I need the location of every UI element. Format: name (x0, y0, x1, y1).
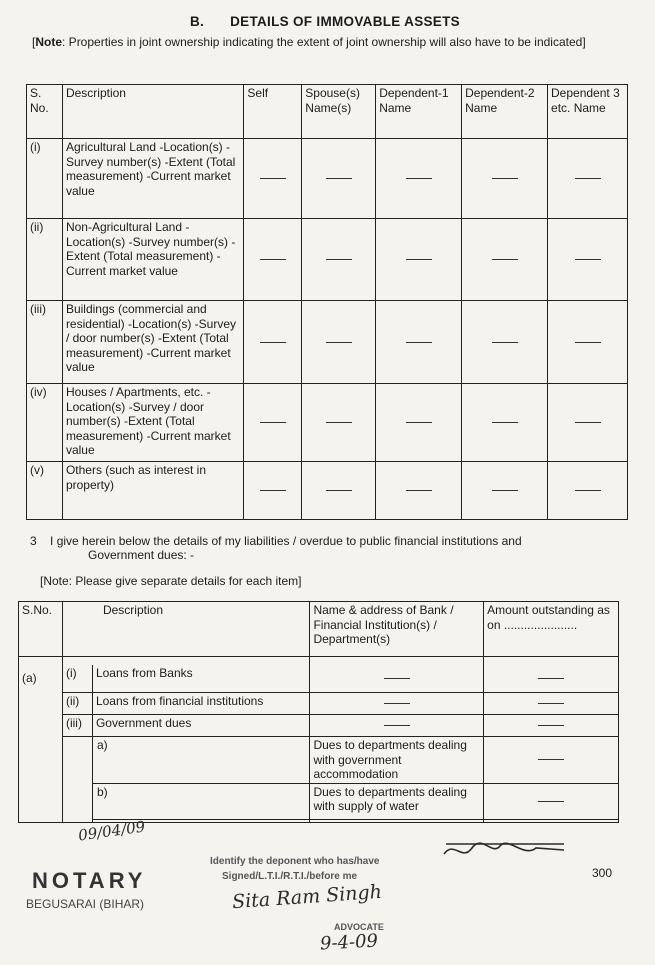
note-label: Note (35, 35, 63, 49)
dash-mark (244, 301, 302, 384)
dash-mark (376, 462, 462, 520)
item-description: Government dues (92, 715, 310, 737)
notary-stamp: NOTARY (32, 868, 147, 893)
dash-mark (462, 462, 548, 520)
header-sno: S. No. (27, 85, 63, 139)
row-sno: (i) (27, 139, 63, 219)
section-letter: B. (190, 14, 205, 29)
dash-mark (548, 384, 628, 462)
dash-mark (548, 462, 628, 520)
advocate-label: ADVOCATE (334, 922, 384, 932)
dash-mark (484, 783, 619, 819)
header-description: Description (62, 85, 243, 139)
dash-mark (484, 737, 619, 784)
due-sub: a) (96, 738, 108, 752)
header-spouse: Spouse(s) Name(s) (302, 85, 376, 139)
section-title: DETAILS OF IMMOVABLE ASSETS (230, 14, 460, 29)
signed-text: Signed/L.T.I./R.T.I./before me (222, 871, 358, 882)
notary-initials: 09/04/09 (77, 817, 147, 845)
dash-mark (484, 715, 619, 737)
liabilities-text-2: Government dues: - (88, 548, 195, 562)
header-self: Self (244, 85, 302, 139)
liabilities-number: 3 (30, 534, 37, 548)
dash-mark (244, 384, 302, 462)
dash-mark (462, 301, 548, 384)
row-description: Agricultural Land -Location(s) -Survey number(s) -Extent (Total measurement) -Current market value (62, 139, 243, 219)
due-description: Dues to departments dealing with supply of water (310, 783, 484, 819)
dash-mark (484, 665, 619, 693)
dash-mark (376, 139, 462, 219)
dash-mark (462, 139, 548, 219)
item-description: Loans from Banks (92, 665, 310, 693)
table-row (19, 715, 619, 737)
section-heading (190, 14, 460, 29)
dash-mark (548, 139, 628, 219)
note-text: : Properties in joint ownership indicating the extent of joint ownership will also have to be indicated] (62, 35, 586, 49)
dash-mark (310, 715, 484, 737)
row-sno: (iii) (27, 301, 63, 384)
dash-mark (548, 301, 628, 384)
dash-mark (244, 462, 302, 520)
liabilities-table (18, 601, 619, 823)
table-row (27, 301, 628, 384)
dash-mark (484, 693, 619, 715)
table-row (27, 139, 628, 219)
row-description: Non-Agricultural Land -Location(s) -Survey number(s) -Extent (Total measurement) -Current market value (62, 219, 243, 301)
dash-mark (310, 693, 484, 715)
dash-mark (244, 139, 302, 219)
header-dependent-3: Dependent 3 etc. Name (548, 85, 628, 139)
liabilities-intro (30, 534, 522, 549)
dash-mark (302, 219, 376, 301)
dash-mark (302, 139, 376, 219)
header-sno: S.No. (19, 602, 63, 657)
table-header-row (27, 85, 628, 139)
joint-ownership-note: [Note: Properties in joint ownership indicating the extent of joint ownership will also have to be indicated] (32, 35, 586, 49)
page-number: 300 (592, 866, 613, 880)
dash-mark (376, 219, 462, 301)
row-description: Buildings (commercial and residential) -Location(s) -Survey / door number(s) -Extent (Total measurement) -Current market value (62, 301, 243, 384)
dash-mark (302, 384, 376, 462)
dash-mark (302, 462, 376, 520)
due-row (92, 737, 310, 784)
header-dependent-1: Dependent-1 Name (376, 85, 462, 139)
item-sub: (iii) (62, 715, 92, 737)
row-description: Others (such as interest in property) (62, 462, 243, 520)
dash-mark (462, 219, 548, 301)
table-row (19, 737, 619, 784)
immovable-assets-table (26, 84, 628, 520)
table-header-row (19, 602, 619, 657)
signature-date: 9-4-09 (319, 930, 379, 955)
table-row (19, 665, 619, 693)
header-dependent-2: Dependent-2 Name (462, 85, 548, 139)
dash-mark (462, 384, 548, 462)
due-description: Dues to departments dealing with government accommodation (310, 737, 484, 784)
dash-mark (310, 665, 484, 693)
header-description: Description (62, 602, 309, 657)
deponent-signature: Sita Ram Singh (231, 880, 383, 914)
dash-mark (376, 301, 462, 384)
identify-text: Identify the deponent who has/have (210, 856, 380, 867)
table-row (19, 693, 619, 715)
group-label: (a) (19, 657, 63, 823)
item-description: Loans from financial institutions (92, 693, 310, 715)
dash-mark (548, 219, 628, 301)
row-sno: (iv) (27, 384, 63, 462)
header-amount: Amount outstanding as on ...................... (484, 602, 619, 657)
due-row (92, 783, 310, 819)
table-row (27, 219, 628, 301)
liabilities-text-1: I give herein below the details of my liabilities / overdue to public financial institutions and (50, 534, 522, 548)
row-sno: (v) (27, 462, 63, 520)
table-row (19, 783, 619, 819)
item-sub: (ii) (62, 693, 92, 715)
row-sno: (ii) (27, 219, 63, 301)
header-bank: Name & address of Bank / Financial Institution(s) / Department(s) (310, 602, 484, 657)
dash-mark (244, 219, 302, 301)
liabilities-note: [Note: Please give separate details for each item] (40, 574, 302, 588)
dash-mark (302, 301, 376, 384)
table-row (27, 462, 628, 520)
due-sub: b) (96, 784, 108, 799)
dash-mark (376, 384, 462, 462)
hindi-signature (440, 836, 570, 866)
notary-place: BEGUSARAI (BIHAR) (26, 897, 145, 911)
item-sub: (i) (62, 665, 92, 693)
table-row (27, 384, 628, 462)
row-description: Houses / Apartments, etc. -Location(s) -Survey / door number(s) -Extent (Total measurement) -Current market value (62, 384, 243, 462)
